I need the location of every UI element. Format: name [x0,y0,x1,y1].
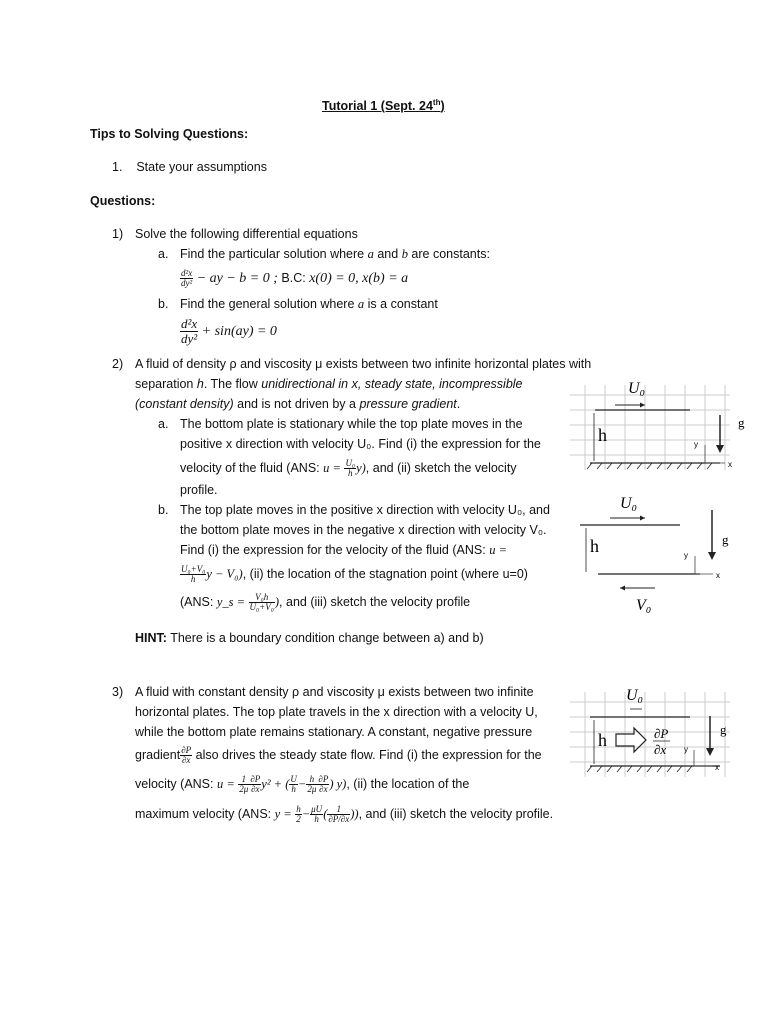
q3-line1: A fluid with constant density ρ and viscosity μ exists between two infinite [135,685,534,699]
q2b-line3: Find (i) the expression for the velocity of the fluid (ANS: u = [180,543,507,557]
q2-line2: separation h. The flow unidirectional in x, steady state, incompressible [135,377,523,391]
q2a-line4: profile. [180,483,218,497]
q2-line1: A fluid of density ρ and viscosity μ exists between two infinite horizontal plates with [135,357,592,371]
q2b-label: b. [158,503,169,517]
svg-text:y: y [684,745,688,754]
svg-text:x: x [728,460,732,469]
q2a-line3: velocity of the fluid (ANS: u = $\frac{\text{U₀}}{h}$ y), and (ii) sketch the velocity [180,458,517,479]
q3-line3: while the bottom plate remains stationary. A constant, negative pressure [135,725,533,739]
q1b-label: b. [158,297,169,311]
q2a-label: a. [158,417,169,431]
svg-text:g: g [720,722,727,737]
q3-line6: maximum velocity (ANS: y = $\frac{h}{2}$ − $\frac{\mu U}{h}$ ( $\frac{1}{\partial P/\partial x}$ )), and (iii) sketch the velocity profile. [135,804,554,825]
svg-text:U₀: U₀ [620,495,638,512]
q2-number: 2) [112,357,124,371]
figure-2-diagram [570,490,750,620]
q2-line3: (constant density) and is not driven by a pressure gradient. [135,397,461,411]
q1a-label: a. [158,247,169,261]
svg-text:h: h [598,425,607,445]
q2b-line4: $\frac{\text{U₀+V₀}}{h}$ y − V₀), (ii) the location of the stagnation point (where u=0) [181,564,528,585]
q2b-line2: the bottom plate moves in the negative x direction with velocity V₀. [180,523,547,537]
svg-text:g: g [738,415,745,430]
tip-item: 1. State your assumptions [112,160,267,174]
svg-text:x: x [715,763,719,772]
q2a-line2: positive x direction with velocity U₀. Find (i) the expression for the [180,437,541,451]
q1a-text: Find the particular solution where a and b are constants: [180,247,490,261]
svg-text:∂P: ∂P [654,726,669,741]
q2a-line1: The bottom plate is stationary while the top plate moves in the [180,417,523,431]
svg-text:y: y [694,440,698,449]
svg-text:h: h [598,730,607,750]
svg-text:∂x: ∂x [654,742,667,757]
tips-heading: Tips to Solving Questions: [90,127,249,141]
q3-line2: horizontal plates. The top plate travels in the x direction with a velocity U, [135,705,538,719]
svg-text:U₀: U₀ [626,687,644,704]
svg-text:V₀: V₀ [636,597,652,614]
q3-line5: velocity (ANS: u = $\frac{1}{2\mu}$ $\frac{\partial P}{\partial x}$ y² + ( $\frac{U}{h}$ − $\frac{h}{2\mu}$ $\frac{\partial P}{\partial x}$ ) y), (ii) the location of the [135,774,470,795]
q2-hint: HINT: There is a boundary condition change between a) and b) [135,631,484,645]
q1-number: 1) [112,227,124,241]
q2b-line1: The top plate moves in the positive x direction with velocity U₀, and [180,503,550,517]
page-title: Tutorial 1 (Sept. 24th) [322,98,445,114]
q1b-text: Find the general solution where a is a constant [180,297,438,311]
figure-1-diagram [570,375,750,475]
q1a-equation: $\frac{\text{d²x}}{\text{dy²}}$ − ay − b = 0 ; B.C: x(0) = 0, x(b) = a [181,268,409,289]
svg-text:x: x [716,571,720,580]
q3-number: 3) [112,685,124,699]
svg-text:y: y [684,551,688,560]
q1-text: Solve the following differential equations [135,227,358,241]
svg-text:U₀: U₀ [628,380,646,397]
q3-line4: gradient $\frac{\partial P}{\partial x}$ also drives the steady state flow. Find (i) the expression for the [135,745,542,766]
questions-heading: Questions: [90,194,156,208]
svg-text:g: g [722,532,729,547]
q2b-line5: (ANS: y_s = $\frac{\text{V₀h}}{\text{U₀+V₀}}$ ), and (iii) sketch the velocity profile [180,592,471,613]
q1b-equation: $\frac{\text{d²x}}{\text{dy²}}$ + sin(ay) = 0 [181,316,277,347]
figure-3-diagram [570,682,750,782]
svg-text:h: h [590,536,599,556]
